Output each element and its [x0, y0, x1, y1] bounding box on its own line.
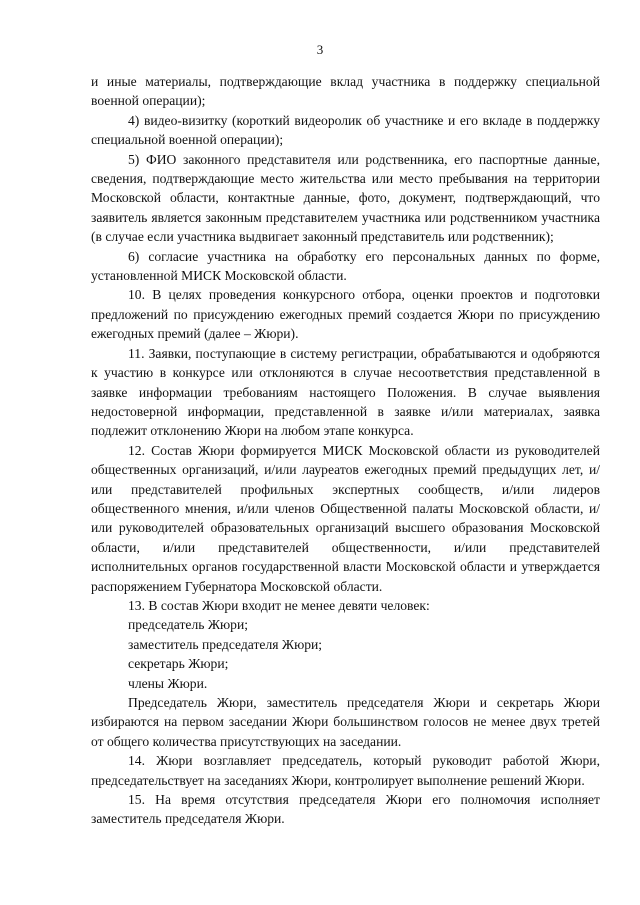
paragraph-clause-10: 10. В целях проведения конкурсного отбора, оценки проектов и подготовки предложений по присуждению ежегодных премий создается Жюри по присуждению ежегодных премий (далее – Жюри). [91, 287, 600, 342]
paragraph-election: Председатель Жюри, заместитель председателя Жюри и секретарь Жюри избираются на первом заседании Жюри большинством голосов не менее двух третей от общего количества присутствующих на заседании. [91, 695, 600, 749]
list-item-members: члены Жюри. [128, 675, 208, 691]
paragraph-item-4-video: 4) видео-визитку (короткий видеоролик об участнике и его вкладе в поддержку специальной военной операции); [91, 112, 600, 148]
list-item-secretary: секретарь Жюри; [128, 656, 229, 672]
paragraph-clause-12: 12. Состав Жюри формируется МИСК Московской области из руководителей общественных организаций, и/или лауреатов ежегодных премий предыдущих лет, и/или представителей профильных экспертных сообществ, и/или лидеров общественного мнения, и/или членов Общественной палаты Московской области, и/или руководителей образовательных организаций высшего образования Московской области, и/или представителей общественности, и/или представителей исполнительных органов государственной власти Московской области и утверждается распоряжением Губернатора Московской области. [91, 442, 600, 594]
list-item-deputy-chairman: заместитель председателя Жюри; [128, 636, 323, 652]
paragraph-item-5-representative: 5) ФИО законного представителя или родственника, его паспортные данные, сведения, подтверждающие место жительства или место пребывания на территории Московской области, контактные данные, фото, документ, подтверждающий, что заявитель является законным представителем участника или родственником участника (в случае если участника выдвигает законный представитель или родственник); [91, 151, 600, 245]
paragraph-clause-11: 11. Заявки, поступающие в систему регистрации, обрабатываются и одобряются к участию в конкурсе или отклоняются в случае несоответствия представленной в заявке информации требованиям настоящего Положения. В случае выявления недостоверной информации, представленной в заявке и/или материалах, заявка подлежит отклонению Жюри на любом этапе конкурса. [91, 345, 600, 439]
list-item-chairman: председатель Жюри; [128, 617, 249, 633]
paragraph-clause-15: 15. На время отсутствия председателя Жюри его полномочия исполняет заместитель председателя Жюри. [91, 792, 600, 827]
paragraph-clause-13: 13. В состав Жюри входит не менее девяти человек: [128, 597, 430, 613]
document-body [91, 72, 600, 829]
paragraph-clause-14: 14. Жюри возглавляет председатель, который руководит работой Жюри, председательствует на заседаниях Жюри, контролирует выполнение решений Жюри. [91, 753, 600, 788]
page-number: 3 [316, 42, 324, 57]
paragraph-item-6-consent: 6) согласие участника на обработку его персональных данных по форме, установленной МИСК Московской области. [91, 248, 600, 284]
paragraph-materials-continued: и иные материалы, подтверждающие вклад участника в поддержку специальной военной операции); [91, 74, 600, 109]
